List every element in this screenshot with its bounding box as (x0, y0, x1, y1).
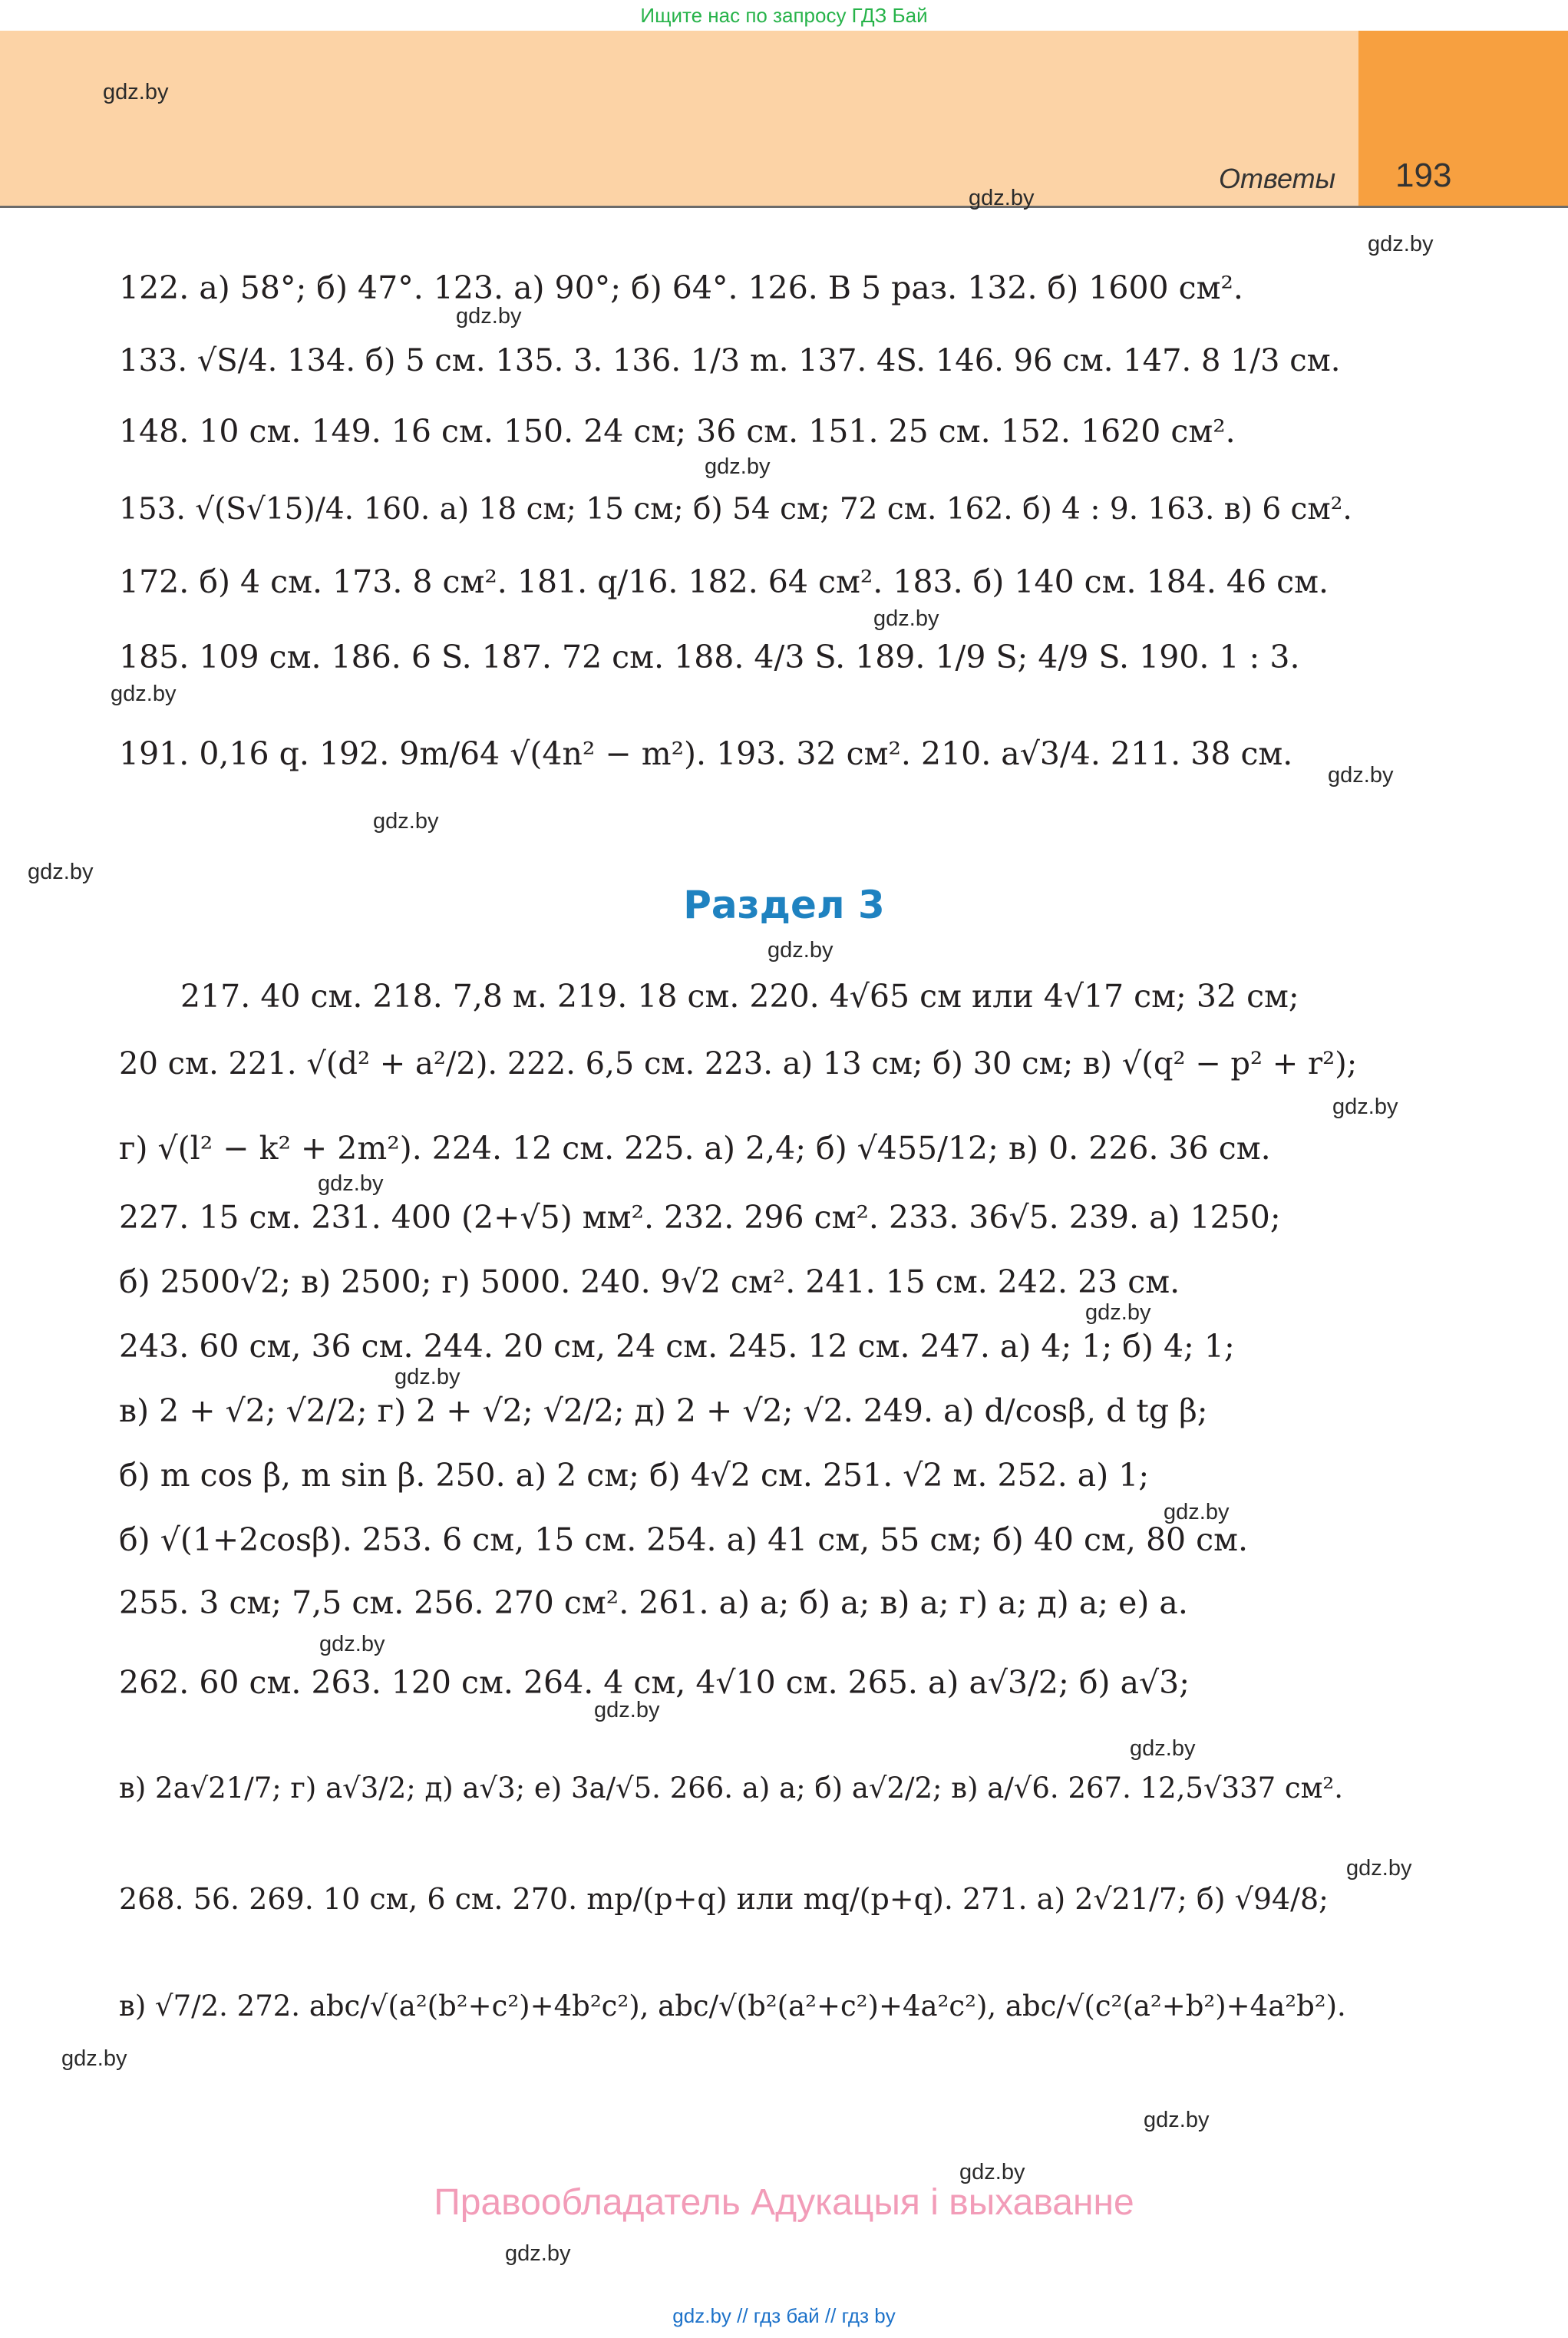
answer-line: 191. 0,16 q. 192. 9m/64 √(4n² − m²). 193. 32 см². 210. a√3/4. 211. 38 см. (119, 735, 1293, 772)
watermark: gdz.by (28, 860, 94, 884)
answer-line: 172. б) 4 см. 173. 8 см². 181. q/16. 182. 64 см². 183. б) 140 см. 184. 46 см. (119, 563, 1329, 600)
watermark: gdz.by (1130, 1736, 1196, 1761)
top-banner: Ищите нас по запросу ГДЗ Бай (0, 0, 1568, 31)
answer-line: 153. √(S√15)/4. 160. а) 18 см; 15 см; б) 54 см; 72 см. 162. б) 4 : 9. 163. в) 6 см². (119, 492, 1352, 527)
answer-line: 262. 60 см. 263. 120 см. 264. 4 см, 4√10 см. 265. а) a√3/2; б) a√3; (119, 1664, 1190, 1701)
watermark: gdz.by (61, 2046, 127, 2071)
watermark: gdz.by (505, 2241, 571, 2266)
footer-links[interactable]: gdz.by // гдз бай // гдз by (672, 2304, 896, 2327)
watermark: gdz.by (1144, 2108, 1210, 2132)
answer-line: 122. а) 58°; б) 47°. 123. а) 90°; б) 64°. 126. В 5 раз. 132. б) 1600 см². (119, 269, 1243, 306)
watermark: gdz.by (111, 682, 177, 706)
watermark: gdz.by (318, 1171, 384, 1196)
answer-line: в) √7/2. 272. abc/√(a²(b²+c²)+4b²c²), abc/√(b²(a²+c²)+4a²c²), abc/√(c²(a²+b²)+4a²b²). (119, 1990, 1346, 2023)
answer-line: б) m cos β, m sin β. 250. а) 2 см; б) 4√2 см. 251. √2 м. 252. а) 1; (119, 1457, 1150, 1494)
page-number: 193 (1395, 157, 1452, 194)
watermark: gdz.by (1346, 1856, 1412, 1881)
answer-line: 255. 3 см; 7,5 см. 256. 270 см². 261. а) a; б) a; в) a; г) a; д) a; е) a. (119, 1584, 1188, 1621)
watermark: gdz.by (873, 606, 939, 631)
answer-line: 227. 15 см. 231. 400 (2+√5) мм². 232. 296 см². 233. 36√5. 239. а) 1250; (119, 1199, 1281, 1236)
answer-line: 133. √S/4. 134. б) 5 см. 135. 3. 136. 1/3 m. 137. 4S. 146. 96 см. 147. 8 1/3 см. (119, 343, 1341, 378)
answer-line: в) 2 + √2; √2/2; г) 2 + √2; √2/2; д) 2 + √2; √2. 249. а) d/cosβ, d tg β; (119, 1392, 1208, 1429)
header-page-tab (1358, 31, 1568, 206)
watermark: gdz.by (705, 454, 771, 479)
watermark: gdz.by (959, 2160, 1025, 2184)
answer-line: 243. 60 см, 36 см. 244. 20 см, 24 см. 245. 12 см. 247. а) 4; 1; б) 4; 1; (119, 1328, 1235, 1365)
section-title: Раздел 3 (683, 883, 885, 927)
copyright-notice: Правообладатель Адукацыя і выхаванне (434, 2182, 1134, 2223)
watermark: gdz.by (373, 809, 439, 834)
answer-line: 185. 109 см. 186. 6 S. 187. 72 см. 188. 4/3 S. 189. 1/9 S; 4/9 S. 190. 1 : 3. (119, 639, 1300, 675)
watermark: gdz.by (1368, 232, 1434, 256)
watermark: gdz.by (1164, 1500, 1230, 1524)
answer-line: в) 2a√21/7; г) a√3/2; д) a√3; е) 3a/√5. 266. а) a; б) a√2/2; в) a/√6. 267. 12,5√337 см². (119, 1772, 1344, 1805)
watermark: gdz.by (1328, 763, 1394, 788)
header-divider (0, 206, 1568, 208)
watermark: gdz.by (394, 1365, 460, 1389)
watermark: gdz.by (594, 1698, 660, 1722)
answer-line: 217. 40 см. 218. 7,8 м. 219. 18 см. 220. 4√65 см или 4√17 см; 32 см; (180, 978, 1299, 1015)
answer-line: г) √(l² − k² + 2m²). 224. 12 см. 225. а) 2,4; б) √455/12; в) 0. 226. 36 см. (119, 1130, 1271, 1167)
header-band (0, 31, 1358, 206)
watermark: gdz.by (1085, 1300, 1151, 1325)
watermark: gdz.by (103, 80, 169, 104)
watermark: gdz.by (969, 186, 1035, 210)
watermark: gdz.by (767, 938, 834, 963)
answer-line: б) √(1+2cosβ). 253. 6 см, 15 см. 254. а) 41 см, 55 см; б) 40 см, 80 см. (119, 1521, 1249, 1558)
answer-line: 20 см. 221. √(d² + a²/2). 222. 6,5 см. 223. а) 13 см; б) 30 см; в) √(q² − p² + r²); (119, 1046, 1358, 1081)
answer-line: 148. 10 см. 149. 16 см. 150. 24 см; 36 см. 151. 25 см. 152. 1620 см². (119, 413, 1236, 450)
watermark: gdz.by (456, 304, 522, 329)
section-label: Ответы (1219, 163, 1336, 194)
watermark: gdz.by (1332, 1095, 1398, 1119)
answer-line: 268. 56. 269. 10 см, 6 см. 270. mp/(p+q) или mq/(p+q). 271. а) 2√21/7; б) √94/8; (119, 1882, 1329, 1916)
answer-line: б) 2500√2; в) 2500; г) 5000. 240. 9√2 см². 241. 15 см. 242. 23 см. (119, 1263, 1180, 1300)
watermark: gdz.by (319, 1632, 385, 1656)
